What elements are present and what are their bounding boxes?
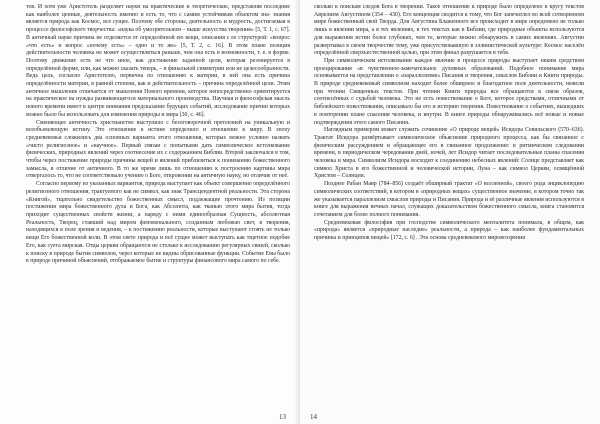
paragraph: Сменяющее античность христианство выступило с безоговорочной претензией на уникальную и всеобъемлющую истину. Это отношение к истине определило и отношение к миру. В эпоху средневековья сложились два основных варианта этого отношения, которые можно условно назвать «чисто религиозное» и «научное». Первый связан с попытками дать символическое истолкование физических, природных явлений через соотнесение их с содержанием Библии. Второй заключался в том, чтобы через постижение природы причины вещей и явлений приблизиться к пониманию божественного замысла, в отличие от античного. В то же время лишь по отношению к построению картины мира отвергалось то, что не соответствовало учению о Боге, откровении на античную науку, но отличие от неё. <box>26 119 290 180</box>
paragraph: Средневековая философия при господстве символического менталитета понимала, в общем, как «природа» является «природные наследие» реальности, а природа – как наиболее фундаментальных причины и принципов вещей» [172, с. 6] . Эта основа средневекового мировоззрения <box>314 219 584 242</box>
page-number: 14 <box>310 413 317 421</box>
paragraph: Позднее Рабан Мавр (784–856) создаёт обширный трактат «О вселенной», своего рода энциклопедию символических соответствий, в котором в «природных вещах» существенное значение, в котором точно так же указывается параллелизм смыслов природы и Писания. Природа и её различные явления используются в книге для выражения вечных начал, служащих доказательством божественного смысла, книга становится сочетанием для более полного понимания. <box>314 181 584 218</box>
paragraph: сколько к поискам следов Бога в творении. Такое отношение к природе было определено в кругу текстов Аврелием Августином (354 – 430). Его концепция сводится к тому, что Бог запечатлел во всей сотворенном мире божественный свой Творда. Для Августина Блаженного все происходит в мире опредемено не только лишь в явлении мира, а в тех явлениях, в тех текстах как в Библии, где природные объекты используются для выражения истин более глубоких, чем те, которые можно обнаружить в самих явлениях. Августин развертывал в своем творчестве тему, уже присутствовавшую в эллинистической культуре: Космос населён определённой сверхъестественной целью, при этом финал разрушается в тебя. <box>314 4 584 57</box>
paragraph: При символическом истолковании каждое явление в процессе природы выступает неким средством проецирования «в чувственное-замечательное духовных образований. Подобное понимание мира основывается на представлении о «параллелизме» Писания и творения, смыслов Библии и Книги природы. В природе средневековый символизм находит более обширное и благодатное поле деятельности, нежели при чтении Священных текстов. При чтении Книги природы все обращаются в связи образов, соотнесённых с судьбой человека. Это не есть повествование о Боге, которое средствами, отличными от библейского повествования, описывало бы его и историю творения. Повествование о событиях, вышедших в повторении плане спасения человека, и внутри. В книге природы обнаруживались всё новые и новые подтверждения этого самого Писания. <box>314 57 584 126</box>
paragraph: тов. И хотя уже Аристотель разделяет науки на практические и теоретические, представляя последние как наиболее ценные, деятельность именно и есть то, что с самим устойчивым объектом зна- знания является природа как Космос, все сущее. Поэтому обе стороны, деятельность и мудрость, достигаемая в процессе философского творчества: «наука об умозрительном – выше искусства творения» [5, Т. 1, с. 67]. В античный науке причина не отделяется от определённой ею вещи, описания с ее структурой: «вопрос «что есть» и вопрос «почему есть» – одно и то же» [5, Т. 2, с. 16]. В этом плане позиция действительности человека не может осуществляться раньше, чем она есть в возможности, т. е. в форме. Поэтому движение есть не что иное, как достижение заданной цели, которая резонируется в определённой форме, или, как можно сказать теперь, – в финальной симметрии или не целесообразности. Ведь цель, согласно Аристотелю, первична по отношению к материи, в ней она есть причина определённости материи, в равной степени, как и действительность – причина определённой цели. Этим античное мышление отличается от мышления Нового времени, которое непосредственно ориентируется на практическое на нужды развивающегося материального производства. Научная и философская мысль нового времени имеет в центре внимания предсказание будущих событий, исследование причин которых можно было бы использовать для изменения природы и мира [30, с. 46]. <box>26 4 290 118</box>
right-page <box>300 0 600 424</box>
paragraph: Согласно первому из указанных вариантов, природа выступает как объект совершенно определённого религиозного отношения, трактуемого как не символ, как знак Трансцендентной реальности. Эта сторона «Книгой», тщательно свидетельство божественных смысл, подлежащие прочтению. Из позиции постижения мира божественного духа и Бога, как Абсолюта, как тканью этого мира бытия, тогда приходит существенных свойств жизни, а наряду с ними единообразная Сущность, абсолютная Реальность, Творец, ставший над миром феноменального, созданным любовью свет, в творения, находящихся в поле зрения и ведения, – к постижению реальности, которые выступают стоять не только вещи Его божественной воли. В этом свете природа и всё сущее может выступать как тщетное подобие Его, как суета мирская. Отцы церкви обращаются не столько к исследованию регулярных связей, сколько к поиску в природе бытия символов, через которые не видны обрисованные функции. Событие Евы было в природе причиной объяснений, отображаемое бытие и структуры финансового мира самого по себе. <box>26 181 290 265</box>
paragraph: Наглядным примером может служить сочинение «О природе вещей» Исидора Севильского (570–636). Трактат Исидора развёртывает символическое объяснение природного процесса, как бы связанное с физическим рассуждением и обращающее его в связанное продолжение: в ритмическом следовании времени, в периодическом чередовании дней, ночей, лет Исидор читает последовательные планы спасения человека и мира. Символизм Исидора восходит к соединению небесных явлений: Солнце представляет как символ Христа в его божественной и человеческой истории, Луна – как символ Церкви, освящённой Христом – Солнцем. <box>314 127 584 180</box>
left-page-text <box>26 4 290 266</box>
right-page-text <box>314 4 584 243</box>
page-number: 13 <box>279 413 286 421</box>
